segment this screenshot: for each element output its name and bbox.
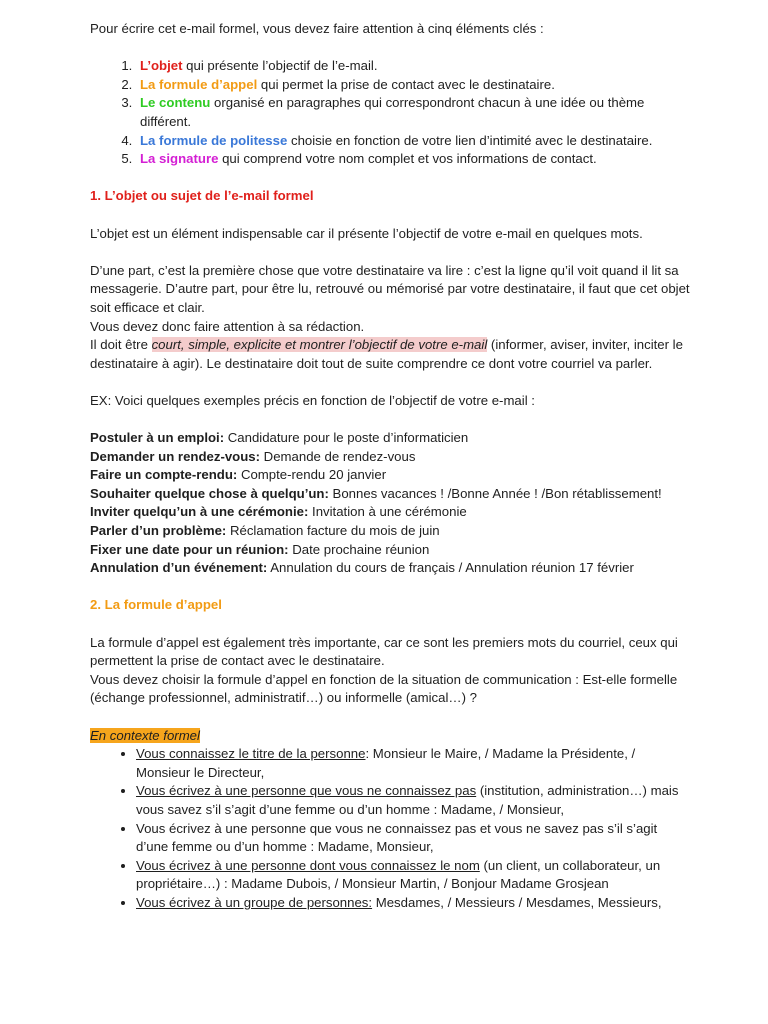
text-run: Vous écrivez à une personne que vous ne connaissez pas et vous ne savez pas s’il s’agit d’une femme ou d’un homme : Madame, Monsieur, bbox=[136, 820, 658, 855]
example-label: Inviter quelqu’un à une cérémonie: bbox=[90, 504, 309, 520]
examples-intro: EX: Voici quelques exemples précis en fonction de l’objectif de votre e-mail : bbox=[90, 392, 535, 408]
list-item bbox=[136, 57, 690, 76]
example-label: Parler d’un problème: bbox=[90, 523, 227, 539]
key-desc: qui comprend votre nom complet et vos informations de contact. bbox=[218, 151, 597, 167]
section1-paragraph: D’une part, c’est la première chose que votre destinataire va lire : c’est la ligne qu’il voit quand il lit sa messagerie. D’autre part, pour être lu, retrouvé ou mémorisé par votre destinataire, il faut que cet objet soit efficace et clair. bbox=[90, 262, 690, 315]
list-item bbox=[136, 76, 690, 95]
example-row bbox=[90, 485, 690, 504]
intro-text: Pour écrire cet e-mail formel, vous devez faire attention à cinq éléments clés : bbox=[90, 21, 544, 36]
key-desc: organisé en paragraphes qui correspondront chacun à une idée ou thème différent. bbox=[140, 95, 645, 129]
list-item bbox=[136, 782, 690, 819]
key-term: La signature bbox=[140, 151, 219, 167]
key-elements-list bbox=[90, 57, 690, 169]
example-row bbox=[90, 503, 690, 522]
key-desc: choisie en fonction de votre lien d’intimité avec le destinataire. bbox=[287, 132, 653, 148]
key-desc: qui permet la prise de contact avec le destinataire. bbox=[257, 76, 555, 92]
example-row bbox=[90, 448, 690, 467]
section2-heading: 2. La formule d’appel bbox=[90, 597, 222, 613]
example-label: Annulation d’un événement: bbox=[90, 560, 268, 576]
section1-heading: 1. L’objet ou sujet de l’e-mail formel bbox=[90, 188, 314, 204]
underlined-text: Vous connaissez le titre de la personne bbox=[136, 746, 366, 762]
example-value: Annulation du cours de français / Annulation réunion 17 février bbox=[267, 560, 634, 576]
section1-paragraph bbox=[90, 336, 690, 373]
key-term: Le contenu bbox=[140, 95, 211, 111]
example-row bbox=[90, 541, 690, 560]
example-value: Réclamation facture du mois de juin bbox=[226, 523, 440, 539]
example-value: Date prochaine réunion bbox=[288, 541, 430, 557]
formal-bullets bbox=[90, 745, 690, 912]
text-run: Il doit être bbox=[90, 337, 152, 353]
highlighted-text: court, simple, explicite et montrer l’objectif de votre e-mail bbox=[151, 337, 488, 353]
list-item bbox=[136, 94, 690, 131]
example-row bbox=[90, 429, 690, 448]
text-run: Mesdames, / Messieurs / Mesdames, Messieurs, bbox=[372, 894, 662, 910]
list-item bbox=[136, 132, 690, 151]
underlined-text: Vous écrivez à une personne dont vous connaissez le nom bbox=[136, 857, 480, 873]
examples-list bbox=[90, 429, 690, 578]
text-run: (un client, un collaborateur, un propriétaire…) : Madame Dubois, / Monsieur Martin, / Bonjour Madame Grosjean bbox=[136, 857, 661, 892]
list-item bbox=[136, 857, 690, 894]
example-value: Compte-rendu 20 janvier bbox=[237, 467, 387, 483]
key-term: La formule de politesse bbox=[140, 132, 288, 148]
example-row bbox=[90, 559, 690, 578]
example-value: Candidature pour le poste d’informaticien bbox=[224, 430, 469, 446]
list-item bbox=[136, 820, 690, 857]
example-label: Souhaiter quelque chose à quelqu’un: bbox=[90, 485, 329, 501]
list-item bbox=[136, 745, 690, 782]
highlighted-text: En contexte formel bbox=[90, 727, 200, 743]
example-label: Postuler à un emploi: bbox=[90, 430, 225, 446]
example-label: Faire un compte-rendu: bbox=[90, 467, 238, 483]
example-value: Demande de rendez-vous bbox=[260, 448, 416, 464]
text-run: (informer, aviser, inviter, inciter le destinataire à agir). Le destinataire doit tout de suite comprendre ce dont votre courriel va parler. bbox=[90, 337, 683, 371]
underlined-text: Vous écrivez à une personne que vous ne connaissez pas bbox=[136, 783, 477, 799]
example-label: Demander un rendez-vous: bbox=[90, 448, 261, 464]
list-item bbox=[136, 150, 690, 169]
example-label: Fixer une date pour un réunion: bbox=[90, 541, 289, 557]
key-term: La formule d’appel bbox=[140, 76, 258, 92]
section2-paragraph: Vous devez choisir la formule d’appel en fonction de la situation de communication : Est-elle formelle (échange professionnel, administratif…) ou informelle (amical…) ? bbox=[90, 671, 678, 706]
section1-paragraph: L’objet est un élément indispensable car il présente l’objectif de votre e-mail en quelques mots. bbox=[90, 225, 643, 241]
section1-paragraph: Vous devez donc faire attention à sa rédaction. bbox=[90, 318, 365, 334]
example-value: Bonnes vacances ! /Bonne Année ! /Bon rétablissement! bbox=[328, 485, 662, 501]
underlined-text: Vous écrivez à un groupe de personnes: bbox=[136, 894, 373, 910]
key-term: L’objet bbox=[140, 58, 183, 74]
list-item bbox=[136, 894, 690, 913]
document-page bbox=[90, 20, 690, 913]
section2-paragraph: La formule d’appel est également très importante, car ce sont les premiers mots du courriel, ceux qui permettent la prise de contact avec le destinataire. bbox=[90, 634, 678, 669]
key-desc: qui présente l’objectif de l’e-mail. bbox=[182, 58, 378, 74]
example-row bbox=[90, 522, 690, 541]
text-run: : Monsieur le Maire, / Madame la Présidente, / Monsieur le Directeur, bbox=[136, 746, 636, 780]
text-run: (institution, administration…) mais vous savez s’il s’agit d’une femme ou d’un homme : Madame, / Monsieur, bbox=[136, 783, 679, 817]
example-row bbox=[90, 466, 690, 485]
example-value: Invitation à une cérémonie bbox=[308, 504, 467, 520]
formal-context-label bbox=[90, 727, 690, 746]
